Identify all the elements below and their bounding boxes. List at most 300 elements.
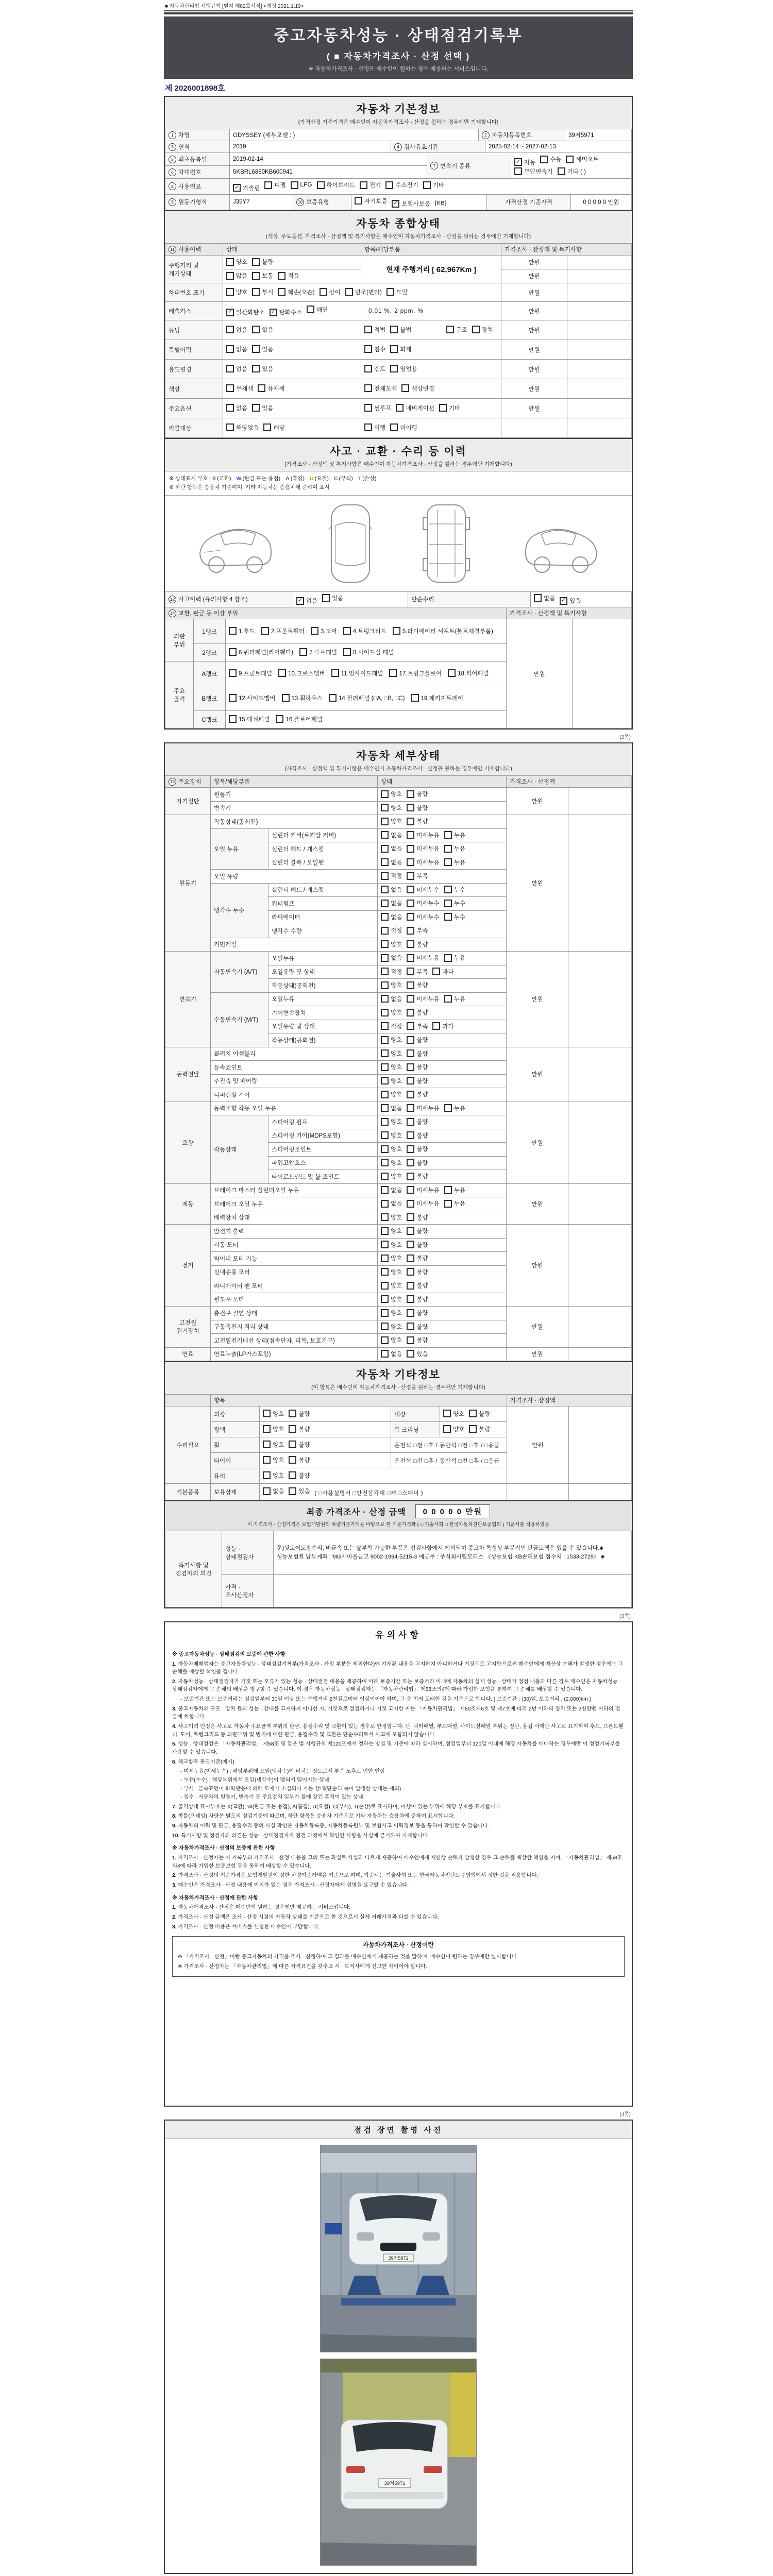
checkbox-option[interactable]: 미세누유 [407, 858, 439, 867]
checkbox-icon[interactable] [407, 831, 414, 839]
checkbox-icon[interactable] [263, 1425, 271, 1433]
checkbox-icon[interactable] [226, 326, 234, 333]
checkbox-option[interactable]: 훼손(오손) [278, 288, 314, 296]
checkbox-icon[interactable] [381, 1255, 389, 1262]
checkbox-icon[interactable] [381, 1022, 389, 1030]
checkbox-icon[interactable] [385, 181, 393, 189]
checkbox-icon[interactable] [320, 288, 327, 296]
checkbox-option[interactable]: 불량 [407, 804, 428, 812]
checkbox-option[interactable]: 기타 ( ) [558, 167, 586, 176]
checkbox-option[interactable]: 15.대쉬패널 [229, 715, 270, 723]
checkbox-option[interactable]: 양호 [381, 804, 402, 812]
checkbox-icon[interactable] [289, 1487, 296, 1495]
checkbox-icon[interactable] [381, 995, 389, 1003]
checkbox-icon[interactable] [444, 1186, 452, 1194]
checkbox-icon[interactable] [407, 1309, 414, 1317]
checkbox-icon[interactable] [407, 858, 414, 866]
checkbox-option[interactable]: ✓ 가솔린 [233, 184, 260, 192]
checkbox-option[interactable]: 침수 [364, 345, 385, 353]
checkbox-option[interactable]: 많음 [226, 272, 247, 280]
checkbox-icon[interactable] [407, 1200, 414, 1208]
checkbox-option[interactable]: 불량 [407, 817, 428, 825]
checkbox-option[interactable]: 양호 [381, 1241, 402, 1249]
checkbox-icon[interactable] [381, 1077, 389, 1084]
checkbox-option[interactable]: 없음 [381, 1186, 402, 1194]
checkbox-icon[interactable] [381, 1063, 389, 1071]
checkbox-option[interactable]: 누유 [444, 858, 465, 867]
checkbox-icon[interactable] [307, 306, 314, 313]
checkbox-icon[interactable] [311, 627, 318, 635]
checkbox-option[interactable]: 없음 [381, 831, 402, 839]
checkbox-option[interactable]: 색상변경 [401, 384, 434, 393]
checkbox-icon[interactable] [364, 423, 372, 431]
checkbox-option[interactable]: 해당 [263, 423, 284, 432]
checkbox-icon[interactable] [264, 181, 272, 189]
checkbox-option[interactable]: 양호 [381, 1323, 402, 1331]
checkbox-option[interactable]: 11.인사이드패널 [331, 669, 383, 677]
checkbox-icon[interactable] [381, 954, 389, 962]
checkbox-option[interactable]: 양호 [381, 1268, 402, 1276]
checkbox-icon[interactable] [364, 384, 372, 392]
checkbox-icon[interactable] [252, 365, 260, 372]
checkbox-option[interactable]: 양호 [381, 1077, 402, 1085]
checkbox-icon[interactable] [444, 886, 452, 893]
checkbox-option[interactable]: 불량 [407, 1036, 428, 1044]
checkbox-icon[interactable] [444, 1104, 452, 1112]
checkbox-icon[interactable] [407, 1295, 414, 1303]
checkbox-icon[interactable] [407, 927, 414, 935]
checkbox-icon[interactable] [322, 594, 330, 602]
checkbox-option[interactable]: 양호 [381, 817, 402, 825]
checkbox-icon[interactable] [289, 1410, 296, 1417]
checkbox-icon[interactable] [446, 326, 454, 333]
checkbox-option[interactable]: 미세누유 [407, 1199, 439, 1208]
checkbox-option[interactable]: 1.후드 [229, 627, 255, 635]
checkbox-option[interactable]: 적정 [381, 968, 402, 976]
checkbox-option[interactable]: 없음 [381, 858, 402, 867]
checkbox-icon[interactable] [407, 1063, 414, 1071]
checkbox-icon[interactable] [381, 1213, 389, 1221]
checkbox-icon[interactable] [299, 648, 307, 656]
checkbox-icon[interactable] [423, 181, 431, 189]
checkbox-option[interactable]: 적정 [381, 872, 402, 880]
checkbox-icon[interactable] [226, 288, 234, 296]
checkbox-icon[interactable] [278, 669, 286, 677]
checkbox-icon[interactable] [331, 669, 339, 677]
checkbox-icon[interactable] [444, 858, 452, 866]
checkbox-icon[interactable] [401, 384, 409, 392]
checkbox-icon[interactable] [469, 1410, 477, 1417]
checkbox-icon[interactable] [263, 1410, 271, 1417]
checkbox-option[interactable]: 있음 [322, 594, 343, 602]
checkbox-option[interactable]: 없음 [381, 954, 402, 962]
checkbox-icon[interactable] [381, 1036, 389, 1044]
checkbox-option[interactable]: 양호 [381, 1117, 402, 1126]
checkbox-icon[interactable] [381, 1049, 389, 1057]
checkbox-icon[interactable] [263, 1471, 271, 1479]
checkbox-icon[interactable] [407, 1268, 414, 1276]
checkbox-option[interactable]: 도말 [386, 288, 408, 296]
checkbox-icon[interactable] [407, 1255, 414, 1262]
checkbox-option[interactable]: 없음 [381, 899, 402, 907]
checkbox-option[interactable]: 미세누수 [407, 886, 439, 894]
checkbox-icon[interactable] [229, 627, 237, 635]
checkbox-option[interactable]: 4.트렁크리드 [343, 627, 386, 635]
checkbox-option[interactable]: 적법 [364, 326, 385, 334]
checkbox-option[interactable]: 없음 [381, 1199, 402, 1208]
checkbox-option[interactable]: 수동 [540, 155, 561, 163]
checkbox-icon[interactable] [443, 1410, 451, 1417]
checkbox-icon[interactable] [381, 1227, 389, 1235]
checkbox-icon[interactable] [514, 167, 522, 175]
checkbox-option[interactable]: 불량 [407, 1008, 428, 1016]
checkbox-icon[interactable] [263, 1440, 271, 1448]
checkbox-icon[interactable] [282, 694, 290, 702]
checkbox-icon[interactable] [289, 1471, 296, 1479]
checkbox-option[interactable]: 디젤 [264, 181, 285, 189]
checkbox-option[interactable]: 적정 [381, 926, 402, 935]
checkbox-icon[interactable] [393, 627, 400, 635]
checkbox-icon[interactable] [381, 872, 389, 880]
checkbox-option[interactable]: 불량 [407, 1323, 428, 1331]
checkbox-icon[interactable] [381, 900, 389, 907]
checkbox-option[interactable]: 불량 [407, 1063, 428, 1071]
checkbox-icon[interactable] [381, 804, 389, 811]
checkbox-icon[interactable] [229, 669, 237, 677]
checkbox-icon[interactable] [381, 790, 389, 798]
checkbox-icon[interactable] [407, 886, 414, 893]
checkbox-icon[interactable] [226, 365, 234, 372]
checkbox-icon[interactable] [390, 345, 398, 353]
checkbox-option[interactable]: 있음 [252, 345, 273, 353]
checkbox-option[interactable]: 양호 [263, 1456, 284, 1464]
checkbox-option[interactable]: 미세누유 [407, 1186, 439, 1194]
checkbox-option[interactable]: 미세누유 [407, 831, 439, 839]
checkbox-option[interactable]: 양호 [381, 1063, 402, 1071]
checkbox-option[interactable]: 썬루프 [364, 404, 391, 412]
checkbox-icon[interactable] [381, 886, 389, 893]
checkbox-option[interactable]: 있음 [289, 1487, 310, 1495]
checkbox-option[interactable]: 미세누수 [407, 913, 439, 921]
checkbox-option[interactable]: 없음 [381, 844, 402, 853]
checkbox-option[interactable]: LPG [291, 181, 312, 189]
checkbox-option[interactable]: 기타 [439, 404, 460, 412]
checkbox-icon[interactable] [444, 845, 452, 853]
checkbox-option[interactable]: 양호 [381, 1254, 402, 1262]
checkbox-option[interactable]: 유채색 [258, 384, 284, 393]
checkbox-icon[interactable] [381, 1131, 389, 1139]
checkbox-icon[interactable] [407, 1227, 414, 1235]
checkbox-option[interactable]: 양호 [381, 1036, 402, 1044]
checkbox-option[interactable]: 불량 [469, 1410, 490, 1418]
checkbox-option[interactable]: 양호 [381, 1145, 402, 1153]
checkbox-option[interactable]: 불량 [407, 1090, 428, 1098]
checkbox-option[interactable]: 없음 [381, 1350, 402, 1358]
checkbox-option[interactable]: 불량 [407, 1309, 428, 1317]
checkbox-option[interactable]: 누수 [444, 913, 465, 921]
checkbox-icon[interactable] [444, 913, 452, 921]
checkbox-icon[interactable] [407, 1173, 414, 1180]
checkbox-icon[interactable] [355, 197, 362, 205]
checkbox-icon[interactable] [278, 288, 285, 296]
checkbox-icon[interactable] [381, 1186, 389, 1194]
checkbox-icon[interactable] [432, 968, 440, 975]
checkbox-option[interactable]: 누유 [444, 1186, 465, 1194]
checkbox-icon[interactable] [407, 1091, 414, 1098]
checkbox-icon[interactable] [226, 423, 234, 431]
checkbox-icon[interactable] [381, 1159, 389, 1166]
checkbox-icon[interactable] [252, 272, 260, 280]
checkbox-option[interactable]: 불량 [407, 1295, 428, 1303]
checkbox-icon[interactable] [229, 694, 237, 702]
checkbox-option[interactable]: 적음 [278, 272, 299, 280]
checkbox-icon[interactable] [407, 1131, 414, 1139]
checkbox-option[interactable]: ✓ 보험사보증 [392, 199, 430, 208]
checkbox-icon[interactable] [407, 913, 414, 921]
checkbox-option[interactable]: 불량 [407, 1145, 428, 1153]
checkbox-option[interactable]: 양호 [381, 1309, 402, 1317]
checkbox-option[interactable]: 양호 [381, 981, 402, 989]
checkbox-icon[interactable] [226, 384, 234, 392]
checkbox-icon[interactable] [407, 845, 414, 853]
checkbox-option[interactable]: 13.휠하우스 [282, 694, 323, 702]
checkbox-icon[interactable] [407, 1077, 414, 1084]
checkbox-icon[interactable] [381, 1309, 389, 1317]
checkbox-option[interactable]: 불량 [407, 1281, 428, 1290]
checkbox-option[interactable]: 미세누유 [407, 844, 439, 853]
checkbox-option[interactable]: 양호 [263, 1410, 284, 1418]
checkbox-option[interactable]: 미세누수 [407, 899, 439, 907]
checkbox-option[interactable]: 없음 [226, 365, 247, 373]
checkbox-icon[interactable] [364, 404, 372, 412]
checkbox-option[interactable]: 불량 [289, 1440, 310, 1449]
checkbox-option[interactable]: 9.프론트패널 [229, 669, 272, 677]
checkbox-option[interactable]: 없음 [226, 326, 247, 334]
checkbox-icon[interactable] [343, 627, 351, 635]
checkbox-icon[interactable] [390, 365, 398, 372]
checkbox-option[interactable]: 해당없음 [226, 423, 259, 432]
checkbox-option[interactable]: 양호 [443, 1410, 464, 1418]
checkbox-option[interactable]: 불량 [407, 981, 428, 989]
checkbox-icon[interactable] [407, 1336, 414, 1344]
checkbox-option[interactable]: 12.사이드멤버 [229, 694, 276, 702]
checkbox-option[interactable]: 과다 [432, 968, 453, 976]
checkbox-icon[interactable] [252, 258, 260, 266]
checkbox-icon[interactable] [226, 309, 234, 316]
checkbox-icon[interactable] [226, 404, 234, 412]
checkbox-option[interactable]: 양호 [443, 1425, 464, 1433]
checkbox-option[interactable]: ✓ 없음 [296, 597, 317, 605]
checkbox-option[interactable]: 부식 [252, 288, 273, 296]
checkbox-option[interactable]: 불량 [407, 1227, 428, 1235]
checkbox-icon[interactable] [252, 288, 260, 296]
checkbox-option[interactable]: 부족 [407, 968, 428, 976]
checkbox-icon[interactable] [381, 1091, 389, 1098]
checkbox-option[interactable]: 매연 [307, 306, 328, 314]
checkbox-option[interactable]: 불량 [252, 258, 273, 266]
checkbox-option[interactable]: 6.쿼터패널(리어휀다) [229, 648, 293, 656]
checkbox-option[interactable]: 세미오토 [566, 155, 598, 163]
checkbox-option[interactable]: ✓ 자동 [514, 158, 535, 166]
checkbox-option[interactable]: 네비게이션 [396, 404, 434, 412]
checkbox-option[interactable]: 렌트 [364, 365, 385, 373]
checkbox-option[interactable]: 불량 [407, 1336, 428, 1344]
checkbox-icon[interactable] [278, 272, 285, 280]
checkbox-option[interactable]: 불량 [289, 1410, 310, 1418]
checkbox-option[interactable]: 없음 [534, 594, 555, 602]
checkbox-icon[interactable] [381, 1200, 389, 1208]
checkbox-icon[interactable] [389, 669, 397, 677]
checkbox-option[interactable]: 불량 [289, 1456, 310, 1464]
checkbox-icon[interactable] [381, 1241, 389, 1248]
checkbox-option[interactable]: 부족 [407, 926, 428, 935]
checkbox-icon[interactable] [472, 326, 480, 333]
checkbox-option[interactable]: 양호 [226, 288, 247, 296]
checkbox-icon[interactable] [381, 1268, 389, 1276]
checkbox-option[interactable]: 5.라디에이터 서포트(볼트체결부품) [393, 627, 493, 635]
checkbox-option[interactable]: 양호 [381, 790, 402, 798]
checkbox-option[interactable]: 전기 [360, 181, 381, 189]
checkbox-icon[interactable] [317, 181, 325, 189]
checkbox-option[interactable]: 10.크로스멤버 [278, 669, 325, 677]
checkbox-icon[interactable] [407, 1213, 414, 1221]
checkbox-option[interactable]: 양호 [381, 1172, 402, 1180]
checkbox-icon[interactable] [407, 872, 414, 880]
checkbox-option[interactable]: 변조(변타) [345, 288, 382, 296]
checkbox-option[interactable]: 없음 [381, 1104, 402, 1112]
checkbox-icon[interactable] [390, 326, 398, 333]
checkbox-icon[interactable] [343, 648, 351, 656]
checkbox-option[interactable]: 없음 [226, 345, 247, 353]
checkbox-icon[interactable] [381, 1009, 389, 1016]
checkbox-option[interactable]: 불량 [407, 1254, 428, 1262]
checkbox-option[interactable]: 불량 [289, 1425, 310, 1433]
checkbox-option[interactable]: 상이 [320, 288, 341, 296]
checkbox-option[interactable]: 16.플로어패널 [276, 715, 323, 723]
checkbox-icon[interactable] [381, 1118, 389, 1126]
checkbox-icon[interactable] [407, 954, 414, 962]
checkbox-icon[interactable] [407, 1241, 414, 1248]
checkbox-option[interactable]: 기타 [423, 181, 444, 189]
checkbox-icon[interactable] [252, 326, 260, 333]
checkbox-icon[interactable] [229, 715, 237, 723]
checkbox-icon[interactable] [263, 1456, 271, 1464]
checkbox-icon[interactable] [296, 597, 304, 605]
checkbox-option[interactable]: 없음 [381, 913, 402, 921]
checkbox-icon[interactable] [407, 1323, 414, 1330]
checkbox-icon[interactable] [444, 900, 452, 907]
checkbox-icon[interactable] [381, 831, 389, 839]
checkbox-option[interactable]: 양호 [381, 1227, 402, 1235]
checkbox-icon[interactable] [381, 1104, 389, 1112]
checkbox-option[interactable]: 있음 [252, 326, 273, 334]
checkbox-option[interactable]: 과다 [432, 1022, 453, 1030]
checkbox-option[interactable]: 누유 [444, 954, 465, 962]
checkbox-icon[interactable] [381, 913, 389, 921]
checkbox-option[interactable]: 누유 [444, 844, 465, 853]
checkbox-option[interactable]: 이행 [364, 423, 385, 432]
checkbox-option[interactable]: 있음 [252, 365, 273, 373]
checkbox-option[interactable]: ✓ 탄화수소 [270, 308, 302, 316]
checkbox-icon[interactable] [407, 1159, 414, 1166]
checkbox-option[interactable]: 양호 [226, 258, 247, 266]
checkbox-option[interactable]: 양호 [381, 1131, 402, 1140]
checkbox-icon[interactable] [381, 1282, 389, 1290]
checkbox-icon[interactable] [381, 1350, 389, 1358]
checkbox-option[interactable]: 불량 [407, 1172, 428, 1180]
checkbox-option[interactable]: 부족 [407, 1022, 428, 1030]
checkbox-icon[interactable] [407, 1009, 414, 1016]
checkbox-icon[interactable] [407, 818, 414, 825]
checkbox-option[interactable]: 있음 [252, 404, 273, 412]
checkbox-option[interactable]: 하이브리드 [317, 181, 356, 189]
checkbox-icon[interactable] [364, 326, 372, 333]
checkbox-icon[interactable] [432, 1022, 440, 1030]
checkbox-option[interactable]: 자기보증 [355, 197, 387, 205]
checkbox-option[interactable]: 영업용 [390, 365, 417, 373]
checkbox-option[interactable]: 미세누유 [407, 1104, 439, 1112]
checkbox-option[interactable]: 화재 [390, 345, 411, 353]
checkbox-option[interactable]: 누수 [444, 886, 465, 894]
checkbox-icon[interactable] [407, 968, 414, 975]
checkbox-icon[interactable] [396, 404, 404, 412]
checkbox-icon[interactable] [226, 272, 234, 280]
checkbox-option[interactable]: 불량 [407, 790, 428, 798]
checkbox-option[interactable]: 누유 [444, 1199, 465, 1208]
checkbox-icon[interactable] [407, 995, 414, 1003]
checkbox-icon[interactable] [444, 995, 452, 1003]
checkbox-option[interactable]: 양호 [263, 1425, 284, 1433]
checkbox-option[interactable]: 불량 [469, 1425, 490, 1433]
checkbox-icon[interactable] [381, 927, 389, 935]
checkbox-option[interactable]: 불량 [407, 1117, 428, 1126]
checkbox-icon[interactable] [252, 404, 260, 412]
checkbox-option[interactable]: 양호 [381, 1159, 402, 1167]
checkbox-option[interactable]: 부족 [407, 872, 428, 880]
checkbox-icon[interactable] [540, 156, 548, 163]
checkbox-icon[interactable] [381, 1145, 389, 1153]
checkbox-option[interactable]: 불량 [407, 1049, 428, 1058]
checkbox-icon[interactable] [381, 858, 389, 866]
checkbox-icon[interactable] [381, 1173, 389, 1180]
checkbox-option[interactable]: 미세누유 [407, 995, 439, 1003]
checkbox-icon[interactable] [443, 1425, 451, 1433]
checkbox-option[interactable]: 불량 [407, 1077, 428, 1085]
checkbox-option[interactable]: 미세누유 [407, 954, 439, 962]
checkbox-option[interactable]: 누유 [444, 831, 465, 839]
checkbox-icon[interactable] [407, 804, 414, 811]
checkbox-icon[interactable] [407, 1350, 414, 1358]
checkbox-option[interactable]: 19.패키지트레이 [411, 694, 464, 702]
checkbox-option[interactable]: 양호 [381, 1281, 402, 1290]
checkbox-option[interactable]: 7.루프패널 [299, 648, 337, 656]
checkbox-option[interactable]: 누유 [444, 1104, 465, 1112]
checkbox-option[interactable]: 구조 [446, 326, 467, 334]
checkbox-icon[interactable] [263, 423, 271, 431]
checkbox-icon[interactable] [381, 1323, 389, 1330]
checkbox-icon[interactable] [258, 384, 265, 392]
checkbox-option[interactable]: 18.리어패널 [448, 669, 489, 677]
checkbox-icon[interactable] [407, 1104, 414, 1112]
checkbox-option[interactable]: 양호 [263, 1440, 284, 1449]
checkbox-option[interactable]: 양호 [381, 940, 402, 948]
checkbox-option[interactable]: 양호 [381, 1008, 402, 1016]
checkbox-option[interactable]: 14.필러패널 (□A, □B, □C) [329, 694, 405, 702]
checkbox-icon[interactable] [291, 181, 298, 189]
checkbox-option[interactable]: 양호 [381, 1295, 402, 1303]
checkbox-option[interactable]: 17.트렁크플로어 [389, 669, 442, 677]
checkbox-option[interactable]: 있음 [407, 1350, 428, 1358]
